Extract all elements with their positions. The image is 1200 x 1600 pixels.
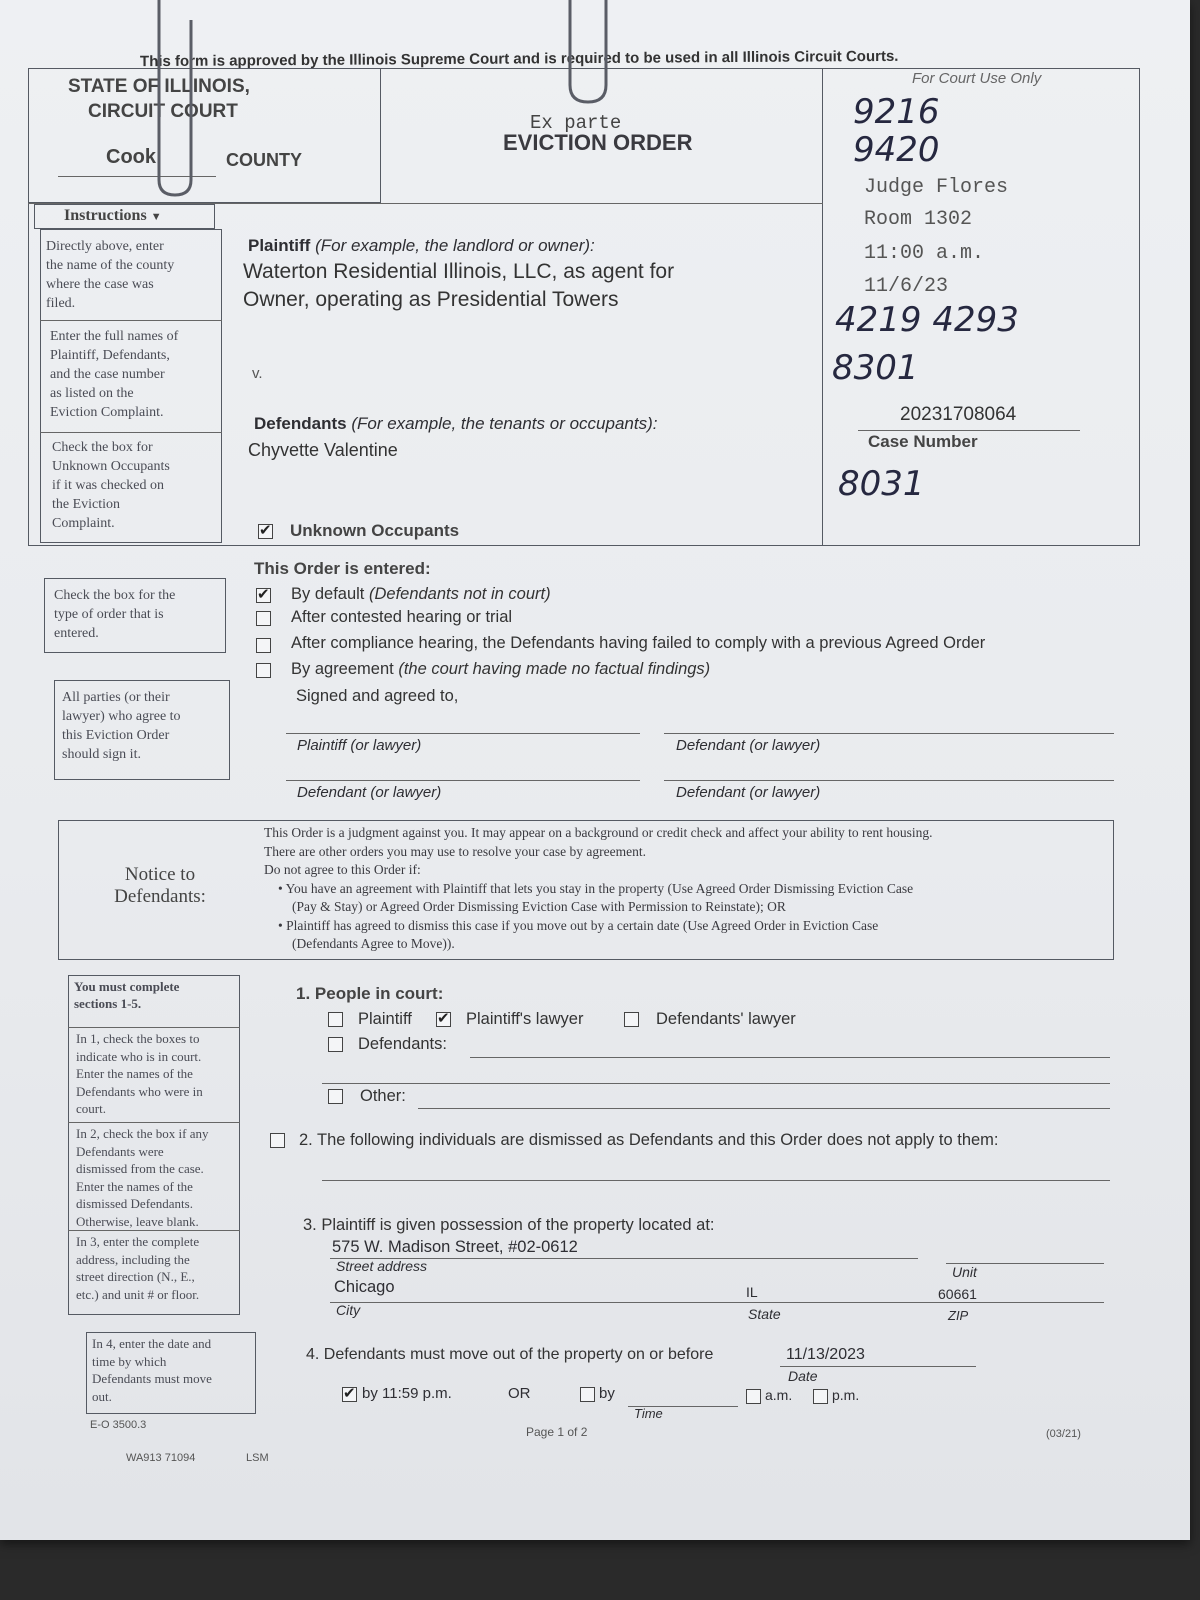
instruction-line: lawyer) who agree to [62, 709, 181, 724]
s2-text: 2. The following individuals are dismissed as Defendants and this Order does not apply to them: [299, 1131, 999, 1149]
city-state-zip-field[interactable] [330, 1302, 1104, 1303]
s3-heading: 3. Plaintiff is given possession of the property located at: [303, 1216, 715, 1234]
plaintiffs-lawyer-label: Plaintiff's lawyer [466, 1010, 584, 1028]
instruction-unknown [52, 438, 170, 533]
instruction-line: indicate who is in court. [76, 1048, 202, 1064]
plaintiff-label: Plaintiff [358, 1010, 412, 1028]
instruction-line: Check the box for the [54, 588, 176, 603]
defendants-field[interactable] [470, 1057, 1110, 1058]
handwritten-note: 8031 [838, 464, 925, 504]
instruction-line: filed. [46, 296, 76, 311]
unknown-occupants-label: Unknown Occupants [290, 521, 460, 540]
instruction-line: All parties (or their [62, 690, 170, 705]
title-prefix: Ex parte [530, 112, 622, 134]
instruction-line: In 3, enter the complete [76, 1234, 200, 1249]
instruction-line: Unknown Occupants [52, 459, 170, 474]
pm-checkbox[interactable] [813, 1389, 828, 1404]
instruction-line: Directly above, enter [46, 239, 164, 254]
am-label: a.m. [765, 1387, 793, 1403]
instruction-line: In 1, check the boxes to [76, 1031, 200, 1046]
plaintiff-name-1: Waterton Residential Illinois, LLC, as agent for [243, 260, 675, 283]
instruction-line: time by which [92, 1353, 167, 1369]
plaintiff-heading: Plaintiff (For example, the landlord or owner): [248, 236, 595, 255]
instruction-line: the name of the county [46, 258, 175, 273]
instruction-line: this Eviction Order [62, 728, 170, 743]
plaintiffs-lawyer-checkbox[interactable] [436, 1012, 451, 1027]
by-label: by [599, 1385, 615, 1402]
instruction-sign [62, 688, 181, 764]
signed-agreed-label: Signed and agreed to, [296, 687, 459, 705]
signature-label: Defendant (or lawyer) [676, 737, 821, 754]
instruction-line: dismissed from the case. [76, 1161, 204, 1176]
instruction-s2 [76, 1125, 208, 1230]
other-checkbox[interactable] [328, 1089, 343, 1104]
notice-text: This Order is a judgment against you. It may appear on a background or credit check and affect your ability to rent housing. There are other orders you may use to resolve your case by agreement. Do not agree to this Order if: • You have an agreement with Plaintiff that lets you stay in the property (Use Agreed Order Dismissing Eviction Case (Pay & Stay) or Agreed Order Dismissing Eviction Case with Permission to Reinstate); OR • Plaintiff has agreed to dismiss this case if you move out by a certain date (Use Agreed Order in Eviction Case (Defendants Agree to Move)). [264, 825, 933, 951]
instruction-line: out. [92, 1388, 112, 1404]
by-default-checkbox[interactable] [256, 588, 271, 603]
handwritten-note: 8301 [832, 348, 919, 388]
by-agreement-label: By agreement (the court having made no factual findings) [291, 660, 711, 678]
instruction-line: Enter the full names of [50, 329, 179, 344]
instruction-s1 [76, 1030, 203, 1118]
date-stamp: 11/6/23 [864, 275, 949, 298]
state-value: IL [746, 1284, 758, 1300]
move-out-date: 11/13/2023 [786, 1346, 865, 1363]
instruction-line: etc.) and unit # or floor. [76, 1286, 200, 1302]
time-stamp: 11:00 a.m. [864, 242, 985, 265]
other-field[interactable] [418, 1108, 1110, 1109]
state-label: STATE OF ILLINOIS, [68, 76, 250, 97]
signature-label: Plaintiff (or lawyer) [297, 737, 422, 754]
plaintiff-name-2: Owner, operating as Presidential Towers [243, 288, 619, 311]
handwritten-note: 9420 [853, 130, 940, 170]
instruction-line: street direction (N., E., [76, 1269, 195, 1284]
by-time-checkbox[interactable] [580, 1387, 595, 1402]
dismissed-field[interactable] [322, 1180, 1110, 1181]
paperclip-icon [560, 0, 620, 110]
contested-hearing-label: After contested hearing or trial [291, 608, 513, 626]
defendants-lawyer-checkbox[interactable] [624, 1012, 639, 1027]
defendants-label: Defendants: [358, 1035, 447, 1053]
date-label: Date [788, 1368, 818, 1384]
revision-date: (03/21) [1046, 1428, 1081, 1440]
move-out-date-field[interactable] [780, 1366, 976, 1367]
instruction-line: should sign it. [62, 747, 141, 762]
signature-line[interactable] [286, 733, 640, 734]
order-entered-heading: This Order is entered: [254, 559, 431, 578]
instruction-line: sections 1-5. [74, 996, 142, 1011]
county-name: Cook [106, 146, 156, 168]
defendants-heading: Defendants (For example, the tenants or occupants): [254, 414, 658, 433]
instructions-header: Instructions ▼ [64, 207, 162, 224]
signature-line[interactable] [286, 780, 640, 781]
notice-title: Notice to Defendants: [114, 864, 206, 907]
triangle-down-icon: ▼ [150, 211, 162, 223]
instruction-line: Defendants who were in [76, 1083, 203, 1099]
instruction-s3 [76, 1233, 199, 1303]
s4-text: 4. Defendants must move out of the property on or before [306, 1346, 714, 1363]
court-use-label: For Court Use Only [912, 70, 1042, 87]
instruction-line: the Eviction [52, 497, 121, 512]
signature-line[interactable] [664, 780, 1114, 781]
instruction-line: Otherwise, leave blank. [76, 1213, 199, 1229]
divider [68, 1122, 240, 1123]
handwritten-note: 9216 [853, 92, 940, 132]
instruction-line: In 4, enter the date and [92, 1336, 212, 1351]
s1-heading: 1. People in court: [296, 984, 444, 1003]
county-label: COUNTY [226, 150, 302, 170]
unit-label: Unit [952, 1264, 977, 1280]
city-label: City [336, 1302, 361, 1318]
instruction-line: dismissed Defendants. [76, 1196, 193, 1211]
state-label-field: State [748, 1306, 781, 1322]
instruction-county [46, 237, 174, 313]
instruction-line: as listed on the [50, 386, 134, 401]
signature-line[interactable] [664, 733, 1114, 734]
judge-stamp: Judge Flores [864, 176, 1009, 199]
form-banner: This form is approved by the Illinois Supreme Court and is required to be used in all Illinois Circuit Courts. [139, 47, 899, 71]
instruction-line: entered. [54, 626, 99, 641]
instruction-line: In 2, check the box if any [76, 1126, 209, 1141]
contested-hearing-checkbox[interactable] [256, 611, 271, 626]
instruction-line: address, including the [76, 1251, 190, 1267]
versus-label: v. [252, 365, 263, 382]
by-1159-checkbox[interactable] [342, 1387, 357, 1402]
case-number-line [858, 430, 1080, 431]
divider [68, 1230, 240, 1231]
dismissed-checkbox[interactable] [270, 1133, 285, 1148]
divider [40, 320, 222, 321]
instruction-line: Defendants were [76, 1143, 164, 1159]
city-value: Chicago [334, 1278, 395, 1296]
other-label: Other: [360, 1087, 406, 1105]
instruction-line: Defendants must move [92, 1371, 212, 1386]
divider [40, 432, 222, 433]
page-title: EVICTION ORDER [503, 130, 693, 155]
instruction-line: Enter the names of the [76, 1178, 193, 1194]
case-number-label: Case Number [868, 432, 978, 451]
plaintiff-checkbox[interactable] [328, 1012, 343, 1027]
form-number: E-O 3500.3 [90, 1419, 147, 1431]
defendants-lawyer-label: Defendants' lawyer [656, 1010, 796, 1028]
instruction-order-type [54, 586, 175, 643]
by-agreement-checkbox[interactable] [256, 663, 271, 678]
paperclip-icon [145, 0, 215, 200]
instruction-line: court. [76, 1101, 106, 1116]
handwritten-note: 4219 4293 [835, 300, 1019, 340]
instruction-line: You must complete [74, 979, 180, 994]
circuit-label: CIRCUIT COURT [88, 101, 238, 122]
time-label: Time [634, 1406, 663, 1421]
defendants-checkbox[interactable] [328, 1037, 343, 1052]
instruction-line: Eviction Complaint. [50, 405, 164, 420]
instruction-line: if it was checked on [52, 478, 164, 493]
instruction-line: where the case was [46, 277, 154, 292]
or-label: OR [508, 1385, 531, 1402]
zip-label: ZIP [948, 1308, 969, 1323]
instruction-line: Check the box for [52, 440, 153, 455]
street-address-label: Street address [336, 1258, 428, 1274]
divider [68, 1027, 240, 1028]
instruction-line: Plaintiff, Defendants, [50, 348, 170, 363]
unknown-occupants-checkbox[interactable] [258, 524, 273, 539]
street-address-value: 575 W. Madison Street, #02-0612 [332, 1238, 578, 1256]
by-1159-label: by 11:59 p.m. [362, 1385, 452, 1402]
initials: LSM [246, 1452, 269, 1464]
instruction-line: type of order that is [54, 607, 164, 622]
instruction-line: and the case number [50, 367, 165, 382]
instruction-sections [74, 978, 179, 1012]
case-number: 20231708064 [900, 404, 1017, 425]
zip-value: 60661 [938, 1286, 977, 1302]
pm-label: p.m. [832, 1387, 860, 1403]
instruction-line: Complaint. [52, 516, 115, 531]
defendants-field-2[interactable] [322, 1083, 1110, 1084]
room-stamp: Room 1302 [864, 208, 973, 231]
defendant-name: Chyvette Valentine [248, 440, 398, 460]
signature-label: Defendant (or lawyer) [297, 784, 442, 801]
signature-label: Defendant (or lawyer) [676, 784, 821, 801]
am-checkbox[interactable] [746, 1389, 761, 1404]
page-number: Page 1 of 2 [526, 1425, 588, 1439]
batch-code: WA913 71094 [126, 1452, 196, 1464]
instruction-s4 [92, 1335, 212, 1405]
by-default-label: By default (Defendants not in court) [291, 585, 551, 603]
instruction-names [50, 327, 178, 422]
instruction-line: Enter the names of the [76, 1066, 193, 1081]
compliance-hearing-checkbox[interactable] [256, 638, 271, 653]
compliance-hearing-label: After compliance hearing, the Defendants having failed to comply with a previous Agreed Order [291, 634, 986, 652]
